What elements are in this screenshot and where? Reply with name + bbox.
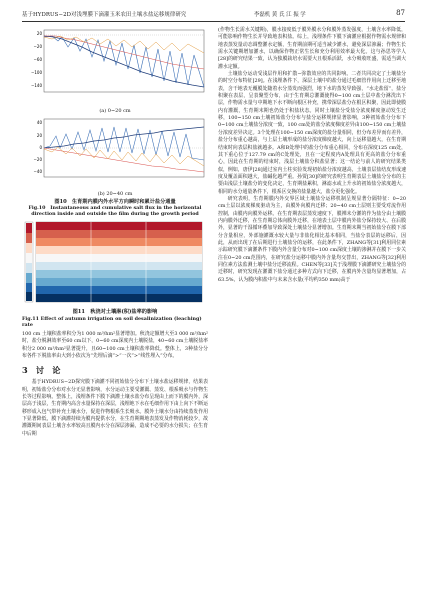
page-number: 87 [396,9,405,17]
right-column [218,27,406,284]
fig10a-ytick: 20 [36,31,42,36]
right-paragraph-1: (作物生长需水关键期)，膜水接度低于膜外膜水分和膜外蒸发强度，土壤含水率降低，可能影响作物生长并导致地表积盐。综上，浅埋条件下膜下滴灌应根据作物需水规律和地表蒸发量动态调整灌水定额，生育期前期可适当减少灌水，避免深层渗漏；作物生长需水关键期增加灌水，以确保作物正常生长和充分利用效率最大化。这与孙思等学人[28]的研究结果一致，认为独膜栽培水需要大且根系活跃，水分吸收旺盛，需适当调大灌水定额。 [218,27,406,70]
running-title: 基于HYDRUS−2D对浅埋膜下滴灌玉米农田土壤水盐运移规律研究 [22,12,187,18]
figure-11-heatmap [22,220,208,308]
fig10a-ytick: −100 [31,70,42,75]
right-paragraph-3: 研究表明，生育期膜内外交界区域土壤盐分运移机制呈规显著分隔特征：0~20 cm土层以浓度梯度驱动为主，由膜外向膜内迁移；20~40 cm土层则主要受对流作用控制，由膜内向膜外运移。在生育期表层蒸发速度下，膜裸未分灌的作为盐分由土壤膜内向膜外迁移，在生育期总体向膜外迁移，在地表土层中膜内外盐分保持较大、在后膜外，显著的干湿循环叠加导致深处土壤盐分显著增加。生育期末期当初始盐分在膜下部分含量相应，外部施灌溉水较大量与非盐化相比基本相同，当盐分表层的运移后，因此，从而出现了在后期进行土壤盐分的运移，在此条件下，ZHANG等[31]利用同位素示踪研究膜下滴灌条件下膜内外含量分布对0~100 cm深度土壤的渗淋并在膜下一步关注在0~20 cm范围内，在研究盐分运移中膜内外含量均交替出，ZHANG等[32]利用同位素方法监测土壤中盐分迁移流程。CHEN等[33]关于浅埋膜下滴灌研究土壤盐分的迁移时，研究发现在灌溉下盐分通过多种方式向下迁移，在膜内外含量均显著增加，占63.5%，认为膜内积盐中与未来含水量(平均约350 mm)高于 [218,195,406,283]
fig10b-ytick: −20 [33,157,42,162]
left-column [22,27,208,438]
fig10b-ytick: 40 [36,120,42,125]
fig10b-caption: (b) 20~40 cm [97,191,133,197]
running-head [22,9,405,22]
fig10a-caption: (a) 0~20 cm [99,108,131,114]
fig10a-ytick: −60 [33,57,42,62]
fig10b-ytick: 20 [36,133,42,138]
section-3-title: 3 讨 论 [22,365,61,376]
figure-11 [22,220,208,327]
fig10-caption-en: Fig.10 Instantaneous and cumulative salt flux in the horizontal direction inside and outside the film during the growth period [28,205,202,218]
figure-10a-plot [22,27,208,103]
left-paragraph-1: 100 cm 土壤积盐率积分为1 000 m³/hm²显著增加。秋浇定额增大至3 000 m³/hm²时，盐分脱淋效率至60 cm以下，0~60 cm深度内土壤脱盐，40~60 cm土壤脱盐率积分2 000 m³/hm²显著提升，且60~100 cm土壤积盐率降低。整体上，3种盐分分布各件下脱盐率由大到小依次为“先埋后滴”>“一次”>“线性埋入”分布。 [22,330,208,359]
fig10a-ytick: −140 [31,83,42,88]
running-authors: 李磊机 黄 氏 江 振 学 [254,12,306,18]
left-paragraph-2: 基于HYDRUS−2D探究膜下滴灌不同初始盐分分布下土壤水盐运移规律，结果表明，初始盐分分布对水分无显著影响，水分运动主要受灌溉、蒸发、根系吸水与作物生长等过程影响。整体上，浅埋条件下膜下滴灌土壤水盐分布呈现由上而下的膜内外，深层高于浅层，生育期内高含水量保持在深层，浅埋地下水在毛细作用下由上向下不断运移形成入包气带补充土壤水分，促进作物根系生长吸水。膜外土壤水分由持续蒸发作用下显著降低，膜下滴灌持续为膜内提供水分，在生育期期地表蒸发及作物消耗较少，故灌溉期间表层土壤含水率较高且膜内水分在深层渗漏，造成不必要的水分损失；在生育中后期 [22,379,208,437]
fig10b-ytick: −40 [33,169,42,174]
fig10b-ytick: 0 [39,145,42,150]
figure-10 [22,27,208,217]
figure-10b-plot [22,116,208,186]
fig10a-ytick: −20 [33,44,42,49]
right-paragraph-2: 土壤盐分运动受浅层作用和扩散−弥散效应的共同影响。二者共同决定了土壤盐分的时空分布特征[29]。在浅埋条件下，深层土壤中的盐分通过毛细管作用向上迁移至地表，含干地表无覆膜处随着水分蒸发而强烈，地下水的蒸发导致强，“水走盐留”，盐分积聚在表层，呈表聚型分布，由于生育期总灌溉使得0~100 cm土层中盐分淋洗出下层，作物需水量与中期地下水不断向根区补充，携带深层盐分在根区积聚，因此即使膜内有灌溉，生育期末期也仍处于积盐状态。同时土壤盐分受盐分浓度梯度驱动发生迁移，100~150 cm土壤初始盐分分布与盐分运移规律显著影响，3种初始盐分分布下0~100 cm土壤盐分浓度一致，100 cm处的盐分浓度梯度差异由100~150 cm土壤盐分浓度差异决定。3个处理在100~150 cm深度的盐分量相同，但分布差异而有差异，盐分分布重心越高，与上层土壤形成的盐分浓度梯度越大，向上运移量越大，在生育期结束时向表层积盐就越多。A和B处理中的盐分分布重心相同，分布在深度125 cm处，其下重心位于127.79 cm的C处理处，且在一定程度内A处理具有更高的盐分分布重心，因此在生育期的结束时，浅层土壤盐分积盐显著；这一结论与前人的研究结果类似，例如，唐伊[28]通过室内土柱实验发现初始盐分浓度越高，土壤表层盐结皮形成速度及覆盖面积越大，盐碱化越严重。孙贾[30]的研究表明生育期表层土壤盐分分布的主要由浅层土壤盐分的变化决定，生育期盐累积，淋滤水或上升水的初始盐分浓度越大，相同的水分通量条件下，根系区交换的盐量越大，盐分更化强化。 [218,71,406,195]
fig11-caption-en: Fig.11 Effect of autumn irrigation on soil desalinization (leaching) rate [22,315,202,328]
fig10-caption-cn: 图10 生育期内膜内外水平方向瞬时和累计盐分通量 [54,199,176,205]
fig11-caption-cn: 图11 秋浇对土壤淋(积)盐率的影响 [72,309,158,316]
